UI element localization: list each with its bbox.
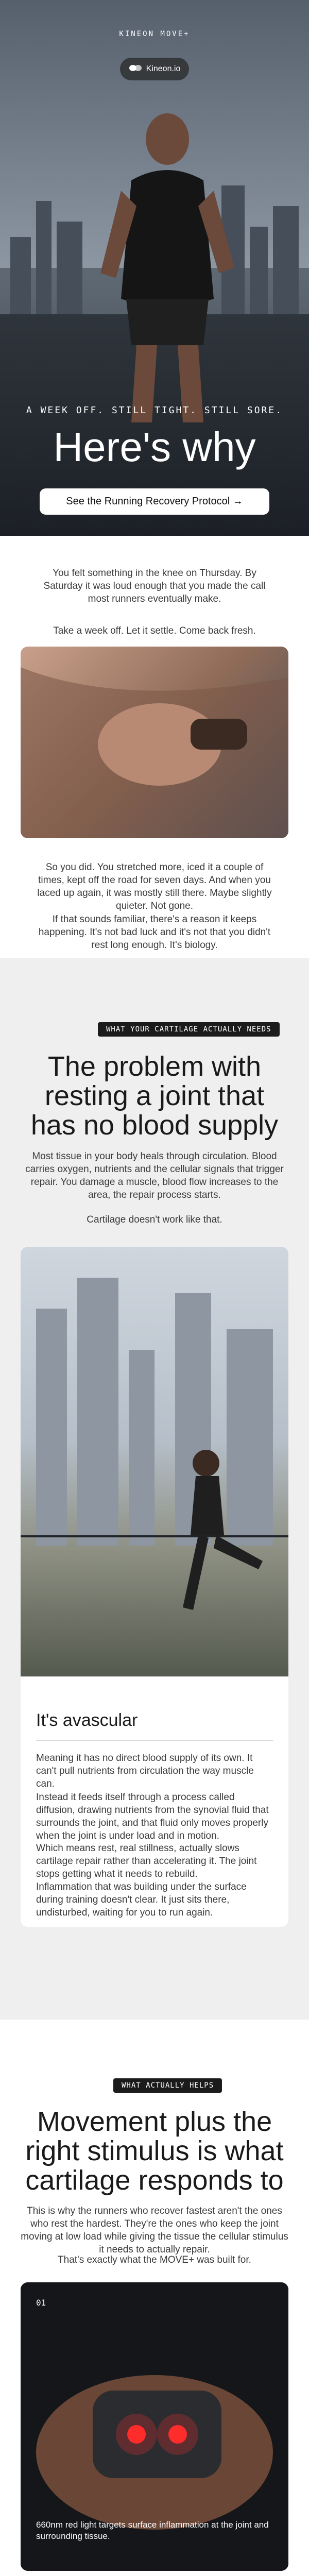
hero-runner-image [90, 103, 245, 422]
intro-paragraph-2: Take a week off. Let it settle. Come back fresh. [53, 625, 256, 636]
problem-paragraph-2: Cartilage doesn't work like that. [87, 1214, 222, 1225]
intro-paragraph-4: If that sounds familiar, there's a reason it keeps happening. It's not bad luck and it's not that you didn't rest long enough. It's biology. [38, 914, 271, 951]
knee-pain-image [21, 647, 288, 838]
feature-number: 01 [36, 2298, 46, 2308]
problem-title: The problem with resting a joint that has no blood supply [30, 1051, 279, 1141]
solution-title: Movement plus the right stimulus is what cartilage responds to [25, 2106, 284, 2196]
intro-paragraph-1: You felt something in the knee on Thursday. By Saturday it was loud enough that you made the call most runners eventually make. [43, 568, 266, 604]
hero-partner-label: Kineon.io [146, 64, 181, 73]
problem-tag: WHAT YOUR CARTILAGE ACTUALLY NEEDS [98, 1022, 280, 1037]
problem-section [0, 958, 309, 2020]
intro-section [0, 536, 309, 958]
feature-caption: 660nm red light targets surface inflammation at the joint and surrounding tissue. [36, 2520, 269, 2541]
avascular-card [21, 1247, 288, 1927]
solution-paragraph-2: That's exactly what the MOVE+ was built for. [58, 2255, 251, 2265]
avascular-paragraph-2: Instead it feeds itself through a process called diffusion, drawing nutrients from the synovial fluid that surrounds the joint, and that fluid only moves properly when the joint is under load and in motion. [36, 1792, 269, 1841]
hero-title: Here's why [53, 424, 256, 470]
hero-brand: KINEON MOVE+ [119, 30, 190, 38]
card-divider [36, 1740, 273, 1741]
partner-logo-icon [129, 64, 142, 74]
intro-paragraph-3: So you did. You stretched more, iced it a couple of times, kept off the road for seven days. And when you laced up again, it was mostly still there. Maybe slightly quieter. Not gone. [37, 862, 272, 911]
hero-kicker: A WEEK OFF. STILL TIGHT. STILL SORE. [26, 405, 283, 416]
avascular-paragraph-1: Meaning it has no direct blood supply of its own. It can't pull nutrients from circulation the way muscle can. [36, 1753, 254, 1789]
hero-cta-button[interactable]: See the Running Recovery Protocol → [40, 488, 269, 515]
solution-tag: WHAT ACTUALLY HELPS [113, 2078, 222, 2093]
avascular-paragraph-3: Which means rest, real stillness, actually slows cartilage repair rather than accelerating it. The joint stops getting what it needs to rebuild. [36, 1843, 257, 1879]
hero-section [0, 0, 309, 536]
stretching-runner-image [21, 1247, 288, 1676]
feature-card-red-light [21, 2282, 288, 2571]
solution-paragraph-1: This is why the runners who recover fastest aren't the ones who rest the hardest. They're the ones who keep the joint moving at low load while giving the tissue the cellular stimulus it needs to actually repair. [21, 2206, 288, 2255]
solution-section [0, 2020, 309, 2576]
hero-partner-badge [120, 58, 189, 80]
avascular-title: It's avascular [36, 1710, 138, 1730]
problem-paragraph-1: Most tissue in your body heals through circulation. Blood carries oxygen, nutrients and the cellular signals that trigger repair. You damage a muscle, blood flow increases to the area, the repair process starts. [25, 1151, 284, 1200]
avascular-paragraph-4: Inflammation that was building under the surface during training doesn't clear. It just sits there, undisturbed, waiting for you to run again. [36, 1882, 247, 1918]
